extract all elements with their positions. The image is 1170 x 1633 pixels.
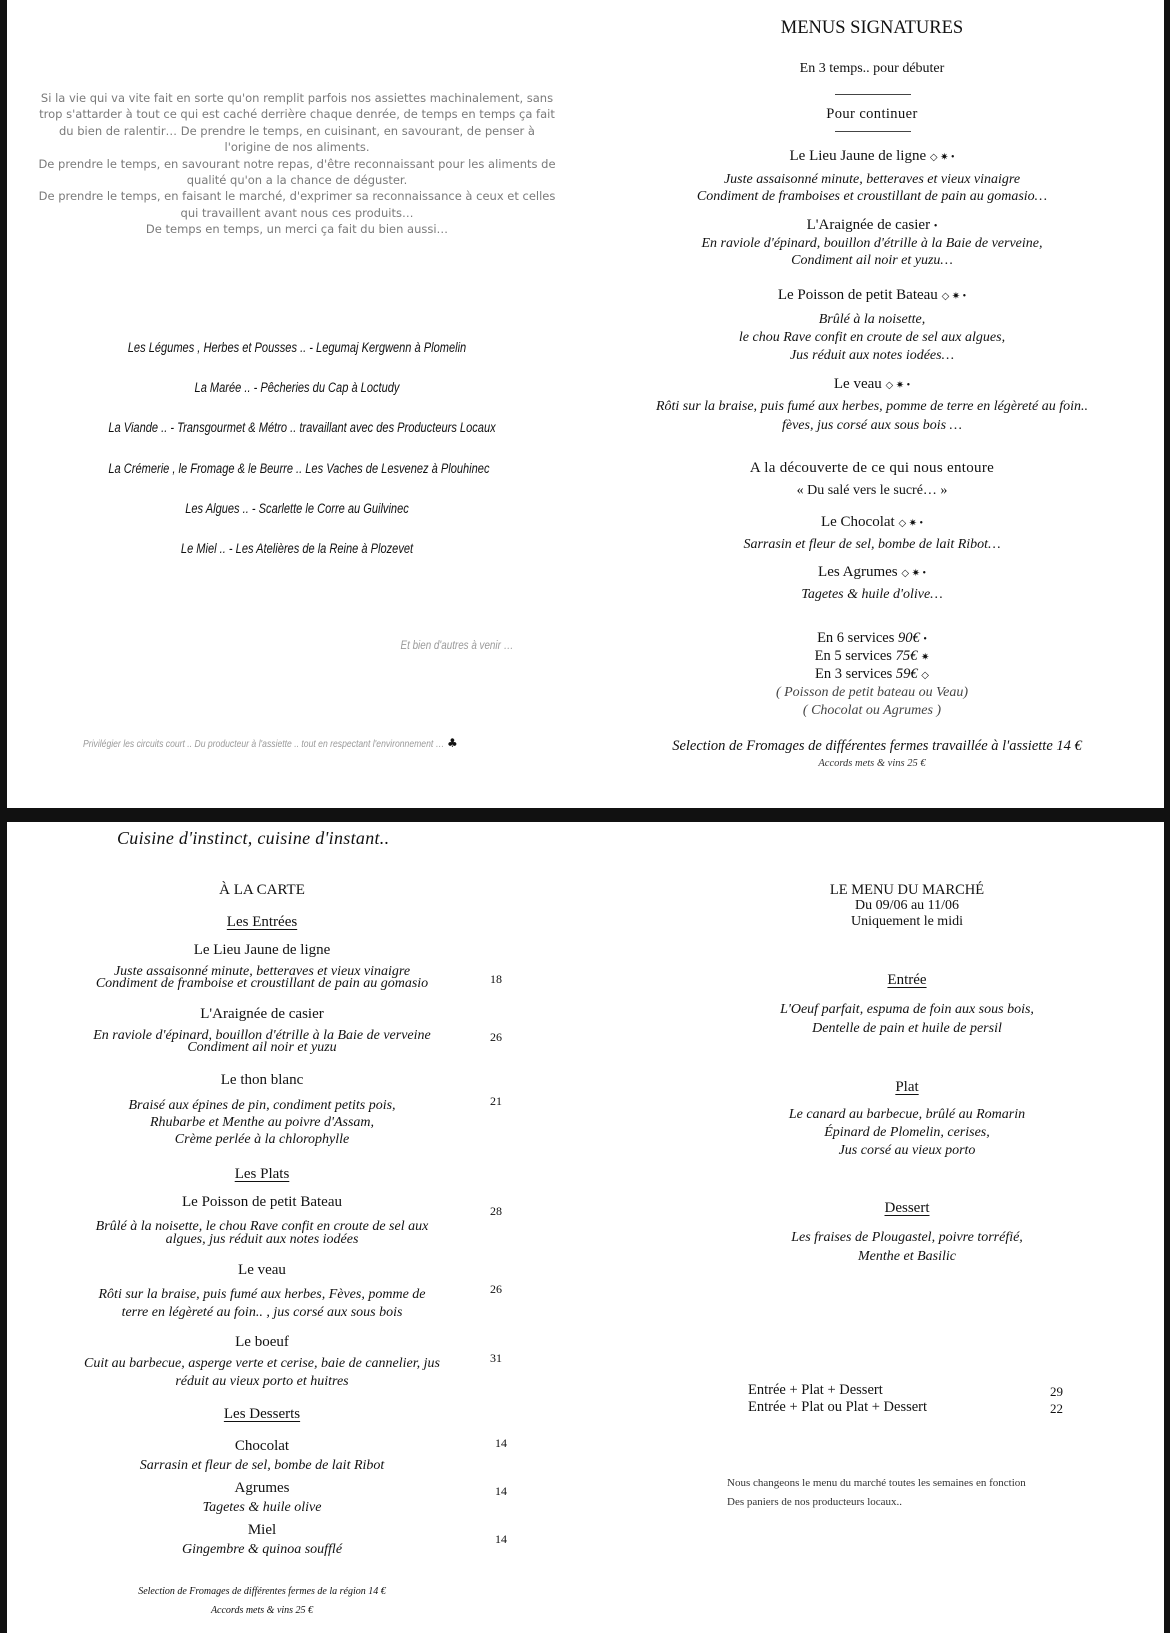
desc-line: En raviole d'épinard, bouillon d'étrille à la Baie de verveine, [701,236,1043,251]
marche-dessert-title: Dessert [884,1200,930,1216]
more-producers-note: Et bien d'autres à venir … [400,638,514,652]
cheese-selection: Selection de Fromages de différentes fermes travaillée à l'assiette 14 € [672,738,1082,754]
carte-dish-name: Miel [247,1522,277,1538]
intro-line: qui travaillent avant nous ces produits… [180,205,414,220]
dish-name: L'Araignée de casier [806,217,931,233]
carte-price: 26 [490,1030,502,1044]
marche-lunch-only: Uniquement le midi [851,914,963,929]
signature-dish-desc [627,235,1117,269]
carte-dish-name: L'Araignée de casier [200,1006,324,1022]
wine-pairing: Accords mets & vins 25 € [818,758,926,769]
producer-item: Les Légumes , Herbes et Pousses .. - Legumaj Kergwenn à Plomelin [127,340,467,355]
price-line: En 5 services 75€ ✷ [814,648,930,664]
service-marks: • [933,221,938,232]
carte-dish-desc: Gingembre & quinoa soufflé [181,1542,343,1557]
producer-item: Les Algues .. - Scarlette le Corre au Guilvinec [185,501,409,516]
intro-paragraph [27,90,567,238]
carte-dish-desc: Brûlé à la noisette, le chou Rave confit en croute de sel aux algues, jus réduit aux notes iodées [95,1219,429,1247]
carte-dish-name: Le thon blanc [220,1072,304,1088]
service-marks: ◇ ✷ • [898,518,924,529]
marche-dates: Du 09/06 au 11/06 [854,898,960,913]
menu-page-top [7,0,1164,808]
intro-line: l'origine de nos aliments. [224,140,370,155]
intro-line: De temps en temps, un merci ça fait du bien aussi… [145,222,449,237]
signature-dish-name [647,376,1097,393]
desc-line: Jus réduit aux notes iodées… [789,348,955,363]
intro-line: De prendre le temps, en savourant notre repas, d'être reconnaissant pour les aliments de [38,156,556,171]
clover-icon: ♣ [447,736,458,750]
marche-plat-title: Plat [895,1079,919,1095]
carte-dish-name: Le boeuf [235,1334,289,1350]
marche-title: LE MENU DU MARCHÉ [829,882,985,898]
carte-price: 14 [495,1532,507,1546]
divider [835,131,911,132]
formula-price: 22 [1050,1401,1063,1416]
tagline: Cuisine d'instinct, cuisine d'instant.. [117,828,390,848]
formula-label: Entrée + Plat + Dessert [748,1382,883,1398]
carte-dish-desc: Tagetes & huile olive [202,1500,322,1515]
section-title-plats: Les Plats [234,1166,290,1182]
producer-item: La Marée .. - Pêcheries du Cap à Loctudy [194,380,400,395]
carte-dish-desc: En raviole d'épinard, bouillon d'étrille à la Baie de verveine Condiment ail noir et yuzu [93,1028,431,1055]
carte-price: 18 [490,972,502,986]
signature-dessert-desc: Tagetes & huile d'olive… [801,587,943,602]
carte-price: 14 [495,1484,507,1498]
discovery-subtitle: « Du salé vers le sucré… » [796,483,948,498]
dish-name: Les Agrumes [818,564,898,580]
menu-page-bottom [7,822,1164,1633]
divider [835,94,911,95]
carte-price: 26 [490,1282,502,1296]
dish-name: Le Poisson de petit Bateau [777,287,938,303]
signature-dish-desc [627,171,1117,205]
signature-dessert-name [647,564,1097,581]
carte-dish-name: Chocolat [234,1438,290,1454]
price-line: En 6 services 90€ • [817,630,927,646]
signature-dish-name [647,287,1097,304]
marche-dessert-desc: Les fraises de Plougastel, poivre torréfié, Menthe et Basilic [791,1230,1023,1264]
choice-note: ( Poisson de petit bateau ou Veau) [775,685,969,700]
carte-dish-name: Le veau [238,1262,286,1278]
service-marks: ◇ ✷ • [929,152,955,163]
cheese-selection: Selection de Fromages de différentes fermes de la région 14 € [138,1586,386,1597]
desc-line: Condiment de framboises et croustillant de pain au gomasio… [696,189,1048,204]
dish-name: Le veau [833,376,882,392]
marche-entree-desc: L'Oeuf parfait, espuma de foin aux sous bois, Dentelle de pain et huile de persil [780,1002,1034,1036]
producer-item: Le Miel .. - Les Atelières de la Reine à Plozevet [180,541,414,556]
carte-dish-desc: Sarrasin et fleur de sel, bombe de lait Ribot [139,1458,385,1473]
service-marks: ◇ ✷ • [885,380,911,391]
section-title-entrees: Les Entrées [226,914,298,930]
carte-title: À LA CARTE [219,882,305,898]
carte-dish-name: Agrumes [234,1480,290,1496]
producer-item: La Viande .. - Transgourmet & Métro .. travaillant avec des Producteurs Locaux [108,420,496,435]
carte-price: 31 [490,1351,502,1365]
desc-line: Juste assaisonné minute, betteraves et vieux vinaigre [723,172,1021,187]
carte-price: 14 [495,1436,507,1450]
signatures-title: MENUS SIGNATURES [780,18,964,38]
step-start: En 3 temps.. pour débuter [799,61,945,76]
carte-dish-desc: Juste assaisonné minute, betteraves et vieux vinaigre Condiment de framboise et croustillant de pain au gomasio [95,964,429,991]
desc-line: Condiment ail noir et yuzu… [791,253,953,268]
formula-price: 29 [1050,1384,1063,1399]
signature-dish-desc [627,311,1117,365]
step-continue: Pour continuer [826,106,918,122]
carte-dish-name: Le Lieu Jaune de ligne [193,942,331,958]
dish-name: Le Chocolat [820,514,895,530]
signature-dessert-name [647,514,1097,531]
producer-item: La Crémerie , le Fromage & le Beurre .. Les Vaches de Lesvenez à Plouhinec [108,461,490,476]
choice-note: ( Chocolat ou Agrumes ) [802,703,942,718]
price-line: En 3 services 59€ ◇ [814,666,929,682]
service-marks: ◇ ✷ • [941,291,967,302]
discovery-title: A la découverte de ce qui nous entoure [749,460,995,476]
signature-prices [647,630,1097,684]
intro-line: Si la vie qui va vite fait en sorte qu'on remplit parfois nos assiettes machinalement, sans [40,91,554,105]
dish-name: Le Lieu Jaune de ligne [789,148,927,164]
signature-dish-desc [617,397,1127,435]
desc-line: Brûlé à la noisette, [818,312,926,327]
desc-line: le chou Rave confit en croute de sel aux algues, [738,330,1006,345]
formula-label: Entrée + Plat ou Plat + Dessert [748,1399,928,1415]
signature-dish-name [647,148,1097,165]
desc-line: fèves, jus corsé aux sous bois … [781,418,963,433]
carte-price: 28 [490,1204,502,1218]
wine-pairing: Accords mets & vins 25 € [210,1605,314,1616]
carte-dish-desc: Rôti sur la braise, puis fumé aux herbes, Fèves, pomme de terre en légèreté au foin.. , jus corsé aux sous bois [98,1287,426,1320]
section-title-desserts: Les Desserts [223,1406,301,1422]
marche-note: Nous changeons le menu du marché toutes les semaines en fonction Des paniers de nos producteurs locaux.. [727,1477,1026,1508]
intro-line: du bien de ralentir… De prendre le temps, en cuisinant, en savourant, de penser à [59,123,535,138]
marche-entree-title: Entrée [887,972,927,988]
carte-dish-name: Le Poisson de petit Bateau [182,1194,342,1210]
service-marks: ◇ ✷ • [901,568,926,579]
marche-plat-desc: Le canard au barbecue, brûlé au Romarin Épinard de Plomelin, cerises, Jus corsé au vieux porto [788,1107,1026,1158]
carte-price: 21 [490,1094,502,1108]
signature-dish-name [647,217,1097,234]
carte-dish-desc: Braisé aux épines de pin, condiment petits pois, Rhubarbe et Menthe au poivre d'Assam, Crème perlée à la chlorophylle [128,1098,396,1147]
carte-dish-desc: Cuit au barbecue, asperge verte et cerise, baie de cannelier, jus réduit au vieux porto et huitres [84,1356,440,1389]
signature-dessert-desc: Sarrasin et fleur de sel, bombe de lait Ribot… [743,537,1001,552]
intro-line: trop s'attarder à tout ce qui est caché derrière chaque denrée, de temps en temps ça fait [39,107,555,122]
intro-line: De prendre le temps, en faisant le marché, d'exprimer sa reconnaissance à ceux et celles [38,189,556,204]
desc-line: Rôti sur la braise, puis fumé aux herbes, pomme de terre en légèreté au foin.. [655,399,1089,414]
footer-note: Privilégier les circuits court .. Du producteur à l'assiette .. tout en respectant l'environnement … [83,738,445,750]
intro-line: qualité qu'on a la chance de déguster. [186,173,408,188]
